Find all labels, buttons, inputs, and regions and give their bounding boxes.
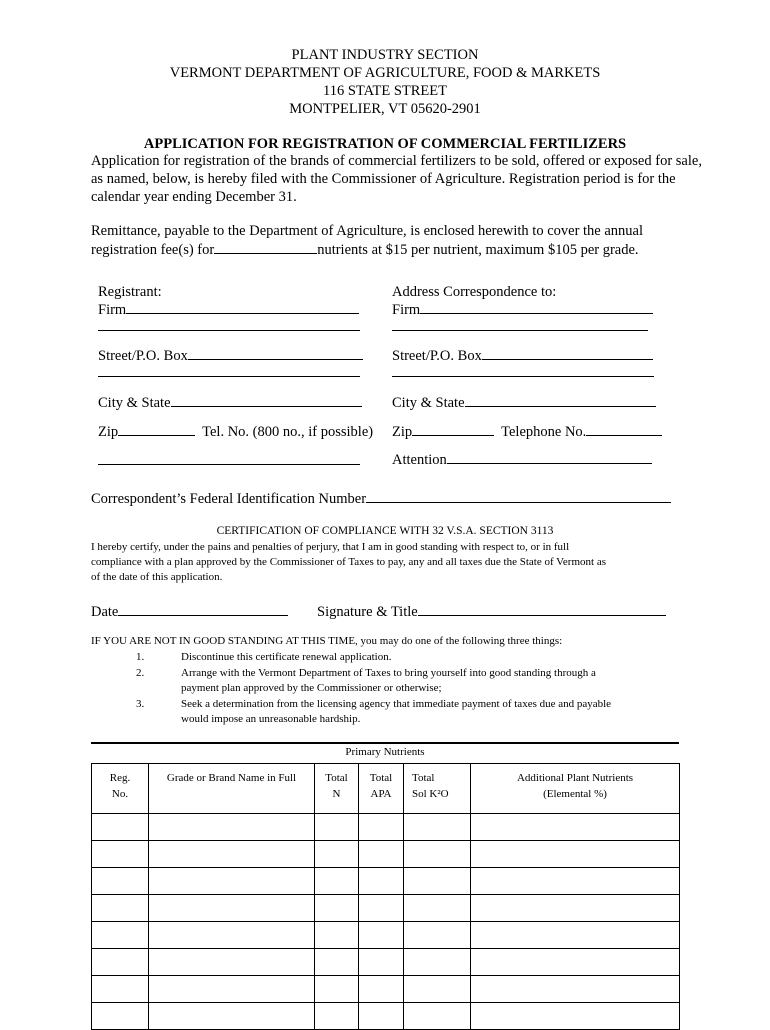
- table-cell[interactable]: [471, 1003, 680, 1030]
- col-header-total-n: [315, 764, 359, 814]
- table-cell[interactable]: [404, 922, 471, 949]
- table-cell[interactable]: [359, 922, 404, 949]
- table-cell[interactable]: [149, 922, 315, 949]
- col-header-n-line-2: N: [332, 788, 341, 800]
- col-header-apa-line-2: APA: [370, 788, 392, 800]
- federal-id-label: Correspondent’s Federal Identification Number: [91, 491, 367, 507]
- remittance-rate-text: nutrients at $15 per nutrient, maximum $105 per grade.: [317, 242, 639, 258]
- table-cell[interactable]: [315, 949, 359, 976]
- col-header-k-line-1: Total: [412, 772, 435, 784]
- registrant-firm-row: [98, 300, 359, 319]
- table-cell[interactable]: [359, 841, 404, 868]
- federal-id-row: [91, 489, 671, 508]
- table-row: [92, 868, 680, 895]
- table-cell[interactable]: [471, 814, 680, 841]
- registrant-city-label: City & State: [98, 395, 171, 411]
- registrant-tel-label: Tel. No. (800 no., if possible): [202, 424, 374, 440]
- table-cell[interactable]: [92, 976, 149, 1003]
- table-cell[interactable]: [315, 868, 359, 895]
- table-cell[interactable]: [404, 841, 471, 868]
- remittance-label: registration fee(s) for: [91, 242, 215, 258]
- registrant-zip-row: [98, 422, 373, 441]
- registrant-street-row: [98, 346, 363, 365]
- table-cell[interactable]: [149, 814, 315, 841]
- col-header-grade: [149, 764, 315, 814]
- col-header-grade-label: Grade or Brand Name in Full: [166, 772, 297, 784]
- registrant-street-line-2[interactable]: [98, 376, 360, 377]
- standing-item-text: Discontinue this certificate renewal application.: [181, 651, 392, 663]
- table-cell[interactable]: [359, 868, 404, 895]
- correspondence-zip-field[interactable]: [412, 422, 494, 436]
- table-cell[interactable]: [471, 868, 680, 895]
- table-cell[interactable]: [92, 895, 149, 922]
- header-line-4: MONTPELIER, VT 05620-2901: [289, 101, 481, 117]
- signature-field[interactable]: [418, 602, 666, 616]
- table-cell[interactable]: [315, 922, 359, 949]
- correspondence-firm-label: Firm: [392, 302, 421, 318]
- date-row: [91, 602, 288, 621]
- correspondence-street-row: [392, 346, 653, 365]
- standing-item-number: 3.: [136, 698, 145, 710]
- table-cell[interactable]: [404, 868, 471, 895]
- standing-item-text: Seek a determination from the licensing agency that immediate payment of taxes due and payable: [181, 698, 612, 710]
- table-cell[interactable]: [149, 868, 315, 895]
- table-cell[interactable]: [359, 1003, 404, 1030]
- table-caption: Primary Nutrients: [345, 746, 425, 758]
- standing-intro: IF YOU ARE NOT IN GOOD STANDING AT THIS TIME, you may do one of the following three things:: [91, 635, 563, 647]
- certification-line-3: of the date of this application.: [91, 571, 223, 583]
- standing-item-number: 2.: [136, 667, 145, 679]
- table-row: [92, 841, 680, 868]
- registrant-firm-line-2[interactable]: [98, 330, 360, 331]
- table-cell[interactable]: [471, 976, 680, 1003]
- date-label: Date: [91, 604, 119, 620]
- registrant-street-field[interactable]: [188, 346, 363, 360]
- table-cell[interactable]: [315, 976, 359, 1003]
- col-header-reg-no: [92, 764, 149, 814]
- correspondence-firm-line-2[interactable]: [392, 330, 648, 331]
- correspondence-firm-field[interactable]: [420, 300, 653, 314]
- correspondence-city-row: [392, 393, 656, 412]
- correspondence-city-label: City & State: [392, 395, 465, 411]
- header-line-3: 116 STATE STREET: [323, 83, 447, 99]
- table-cell[interactable]: [404, 1003, 471, 1030]
- table-row: [92, 895, 680, 922]
- certification-heading: CERTIFICATION OF COMPLIANCE WITH 32 V.S.A. SECTION 3113: [216, 525, 554, 537]
- table-cell[interactable]: [92, 841, 149, 868]
- attention-field[interactable]: [447, 450, 652, 464]
- attention-label: Attention: [392, 452, 447, 468]
- nutrients-table: [91, 763, 680, 1030]
- table-cell[interactable]: [471, 922, 680, 949]
- registrant-firm-field[interactable]: [126, 300, 359, 314]
- col-header-reg-line-2: No.: [111, 788, 129, 800]
- col-header-k-line-2: Sol K²O: [412, 788, 449, 800]
- table-cell[interactable]: [92, 814, 149, 841]
- table-cell[interactable]: [359, 976, 404, 1003]
- table-cell[interactable]: [315, 814, 359, 841]
- intro-line-2: as named, below, is hereby filed with the Commissioner of Agriculture. Registration period is for the: [91, 171, 676, 187]
- table-cell[interactable]: [359, 895, 404, 922]
- certification-line-1: I hereby certify, under the pains and penalties of perjury, that I am in good standing with respect to, or in full: [91, 541, 570, 553]
- table-cell[interactable]: [471, 841, 680, 868]
- standing-item-text: Arrange with the Vermont Department of Taxes to bring yourself into good standing through a: [181, 667, 596, 679]
- table-cell[interactable]: [471, 895, 680, 922]
- standing-item-number: 1.: [136, 651, 145, 663]
- registrant-firm-label: Firm: [98, 302, 127, 318]
- registrant-zip-field[interactable]: [118, 422, 195, 436]
- correspondence-street-field[interactable]: [482, 346, 653, 360]
- table-cell[interactable]: [149, 841, 315, 868]
- table-cell[interactable]: [315, 895, 359, 922]
- table-cell[interactable]: [315, 841, 359, 868]
- intro-line-3: calendar year ending December 31.: [91, 189, 297, 205]
- standing-item-text-cont: payment plan approved by the Commissioner or otherwise;: [181, 682, 442, 694]
- correspondence-street-line-2[interactable]: [392, 376, 654, 377]
- table-cell[interactable]: [404, 814, 471, 841]
- table-cell[interactable]: [92, 922, 149, 949]
- registrant-city-row: [98, 393, 362, 412]
- standing-item-text-cont: would impose an unreasonable hardship.: [181, 713, 361, 725]
- table-cell[interactable]: [404, 895, 471, 922]
- col-header-n-line-1: Total: [325, 772, 348, 784]
- table-row: [92, 1003, 680, 1030]
- correspondence-tel-field[interactable]: [586, 422, 662, 436]
- correspondence-city-field[interactable]: [465, 393, 656, 407]
- correspondence-zip-row: [392, 422, 662, 441]
- table-cell[interactable]: [92, 949, 149, 976]
- header-line-2: VERMONT DEPARTMENT OF AGRICULTURE, FOOD & MARKETS: [169, 65, 601, 81]
- table-row: [92, 976, 680, 1003]
- nutrients-count-field[interactable]: [214, 240, 317, 254]
- correspondence-label: Address Correspondence to:: [392, 284, 557, 300]
- remittance-line-2: [91, 240, 639, 259]
- table-top-rule: [91, 742, 679, 744]
- correspondence-firm-row: [392, 300, 653, 319]
- col-header-total-k2o: [404, 764, 471, 814]
- table-row: [92, 949, 680, 976]
- table-row: [92, 814, 680, 841]
- remittance-line-1: Remittance, payable to the Department of Agriculture, is enclosed herewith to cover the annual: [91, 223, 644, 239]
- registrant-tel-field[interactable]: [98, 464, 360, 465]
- attention-row: [392, 450, 652, 469]
- table-row: [92, 922, 680, 949]
- registrant-city-field[interactable]: [171, 393, 362, 407]
- col-header-reg-line-1: Reg.: [109, 772, 131, 784]
- registrant-label: Registrant:: [98, 284, 162, 300]
- col-header-additional: [471, 764, 680, 814]
- correspondence-street-label: Street/P.O. Box: [392, 348, 482, 364]
- intro-line-1: Application for registration of the brands of commercial fertilizers to be sold, offered or exposed for sale,: [91, 153, 702, 169]
- correspondence-zip-label: Zip: [392, 424, 413, 440]
- signature-label: Signature & Title: [317, 604, 418, 620]
- col-header-total-apa: [359, 764, 404, 814]
- table-cell[interactable]: [315, 1003, 359, 1030]
- table-cell[interactable]: [149, 1003, 315, 1030]
- header-line-1: PLANT INDUSTRY SECTION: [291, 47, 479, 63]
- table-cell[interactable]: [471, 949, 680, 976]
- table-cell[interactable]: [149, 895, 315, 922]
- table-header-row: [92, 764, 680, 814]
- registrant-zip-label: Zip: [98, 424, 119, 440]
- certification-line-2: compliance with a plan approved by the Commissioner of Taxes to pay, any and all taxes due the State of Vermont as: [91, 556, 606, 568]
- table-cell[interactable]: [92, 868, 149, 895]
- correspondence-tel-label: Telephone No.: [501, 424, 587, 440]
- registrant-street-label: Street/P.O. Box: [98, 348, 188, 364]
- signature-row: [317, 602, 666, 621]
- table-cell[interactable]: [149, 949, 315, 976]
- form-title: APPLICATION FOR REGISTRATION OF COMMERCIAL FERTILIZERS: [143, 136, 627, 152]
- table-cell[interactable]: [404, 949, 471, 976]
- table-cell[interactable]: [404, 976, 471, 1003]
- table-cell[interactable]: [359, 949, 404, 976]
- col-header-apa-line-1: Total: [369, 772, 393, 784]
- federal-id-field[interactable]: [366, 489, 671, 503]
- col-header-add-line-1: Additional Plant Nutrients: [516, 772, 634, 784]
- date-field[interactable]: [118, 602, 288, 616]
- table-cell[interactable]: [359, 814, 404, 841]
- col-header-add-line-2: (Elemental %): [543, 788, 607, 800]
- table-cell[interactable]: [92, 1003, 149, 1030]
- table-cell[interactable]: [149, 976, 315, 1003]
